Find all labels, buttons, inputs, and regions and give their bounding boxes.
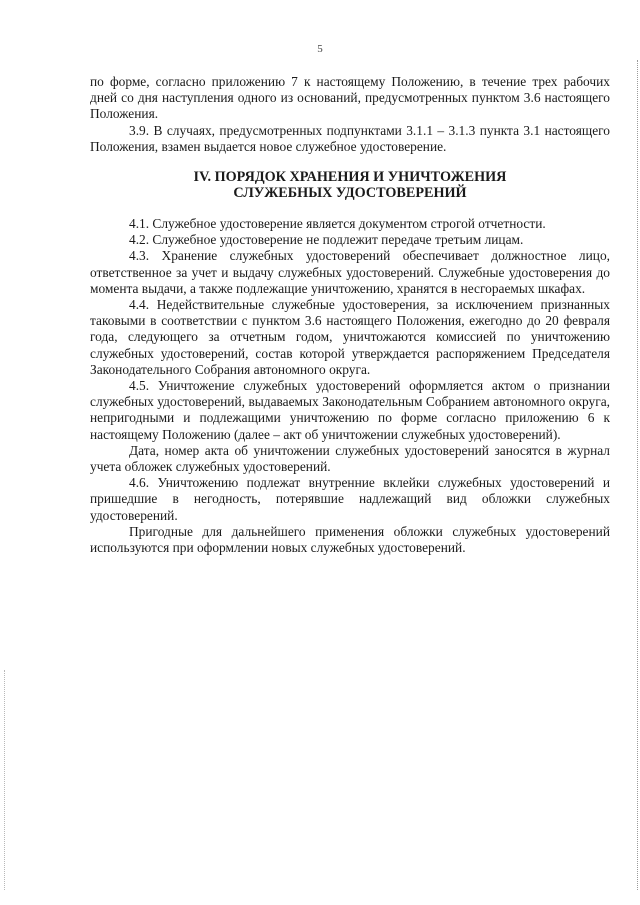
paragraph-act-date: Дата, номер акта об уничтожении служебных удостоверений заносятся в журнал учета обложек служебных удостоверений. — [90, 442, 610, 475]
paragraph-3-9: 3.9. В случаях, предусмотренных подпунктами 3.1.1 – 3.1.3 пункта 3.1 настоящего Положения, взамен выдается новое служебное удостоверение. — [90, 122, 610, 154]
section-heading — [90, 169, 610, 201]
paragraph-continuation: по форме, согласно приложению 7 к настоящему Положению, в течение трех рабочих дней со дня наступления одного из оснований, предусмотренных пунктом 3.6 настоящего Положения. — [90, 74, 610, 122]
paragraph-4-1: 4.1. Служебное удостоверение является документом строгой отчетности. — [129, 216, 546, 232]
paragraph-4-3: 4.3. Хранение служебных удостоверений обеспечивает должностное лицо, ответственное за учет и выдачу служебных удостоверений. Служебные удостоверения до момента выдачи, а также подлежащие уничтожению, хранятся в несгораемых шкафах. — [90, 248, 610, 296]
document-body — [90, 74, 610, 556]
section-heading-line-1: IV. ПОРЯДОК ХРАНЕНИЯ И УНИЧТОЖЕНИЯ — [193, 169, 507, 186]
paragraph-4-2: 4.2. Служебное удостоверение не подлежит передаче третьим лицам. — [129, 232, 524, 248]
page-number: 5 — [317, 43, 323, 55]
section-heading-line-2: СЛУЖЕБНЫХ УДОСТОВЕРЕНИЙ — [233, 185, 467, 202]
scan-edge-left — [4, 670, 6, 890]
paragraph-4-6: 4.6. Уничтожению подлежат внутренние вклейки служебных удостоверений и пришедшие в негодность, потерявшие надлежащий вид обложки служебных удостоверений. — [90, 475, 610, 523]
paragraph-4-5: 4.5. Уничтожение служебных удостоверений оформляется актом о признании служебных удостоверений, выдаваемых Законодательным Собранием автономного округа, непригодными и подлежащими уничтожению по форме согласно приложению 6 к настоящему Положению (далее – акт об уничтожении служебных удостоверений). — [90, 378, 610, 442]
paragraph-usable-covers: Пригодные для дальнейшего применения обложки служебных удостоверений используются при оформлении новых служебных удостоверений. — [90, 523, 610, 556]
paragraph-4-4: 4.4. Недействительные служебные удостоверения, за исключением признанных таковыми в соответствии с пунктом 3.6 настоящего Положения, ежегодно до 20 февраля года, следующего за отчетным годом, уничтожаются комиссией по уничтожению служебных удостоверений, состав которой утверждается распоряжением Председателя Законодательного Собрания автономного округа. — [90, 297, 610, 377]
scan-edge-right — [636, 60, 638, 890]
